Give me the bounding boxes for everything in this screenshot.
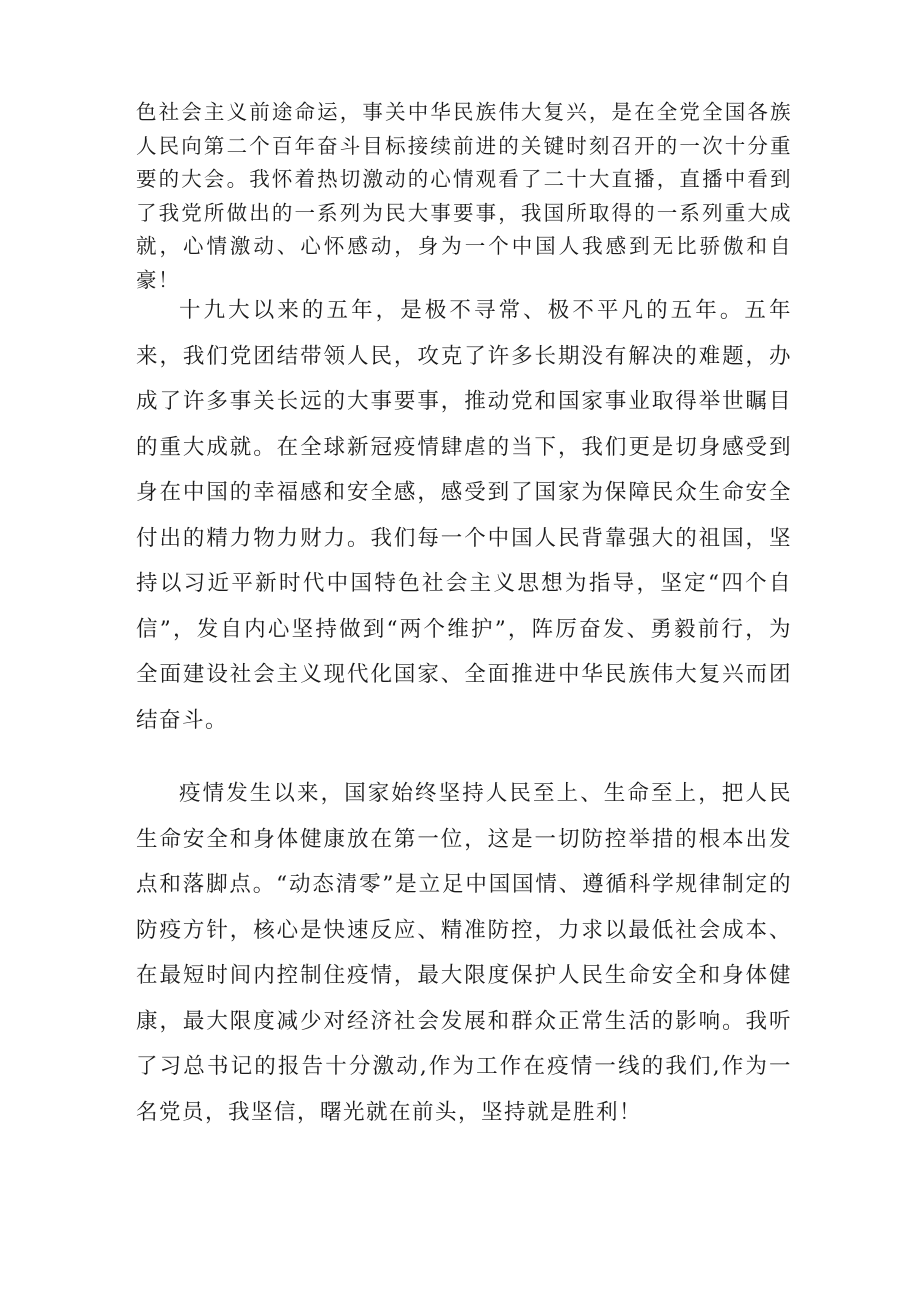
paragraph-epidemic: 疫情发生以来，国家始终坚持人民至上、生命至上，把人民生命安全和身体健康放在第一位，这是一切防控举措的根本出发点和落脚点。“动态清零”是立足中国国情、遵循科学规律制定的防疫方针，核心是快速反应、精准防控，力求以最低社会成本、在最短时间内控制住疫情，最大限度保护人民生命安全和身体健康，最大限度减少对经济社会发展和群众正常生活的影响。我听了习总书记的报告十分激动,作为工作在疫情一线的我们,作为一名党员，我坚信，曙光就在前头，坚持就是胜利！ [136, 781, 792, 1125]
paragraph-continuation: 色社会主义前途命运，事关中华民族伟大复兴，是在全党全国各族人民向第二个百年奋斗目标接续前进的关键时刻召开的一次十分重要的大会。我怀着热切激动的心情观看了二十大直播，直播中看到了我党所做出的一系列为民大事要事，我国所取得的一系列重大成就，心情激动、心怀感动，身为一个中国人我感到无比骄傲和自豪！ [136, 100, 792, 292]
paragraph-five-years: 十九大以来的五年，是极不寻常、极不平凡的五年。五年来，我们党团结带领人民，攻克了许多长期没有解决的难题，办成了许多事关长远的大事要事，推动党和国家事业取得举世瞩目的重大成就。在全球新冠疫情肆虐的当下，我们更是切身感受到身在中国的幸福感和安全感，感受到了国家为保障民众生命安全付出的精力物力财力。我们每一个中国人民背靠强大的祖国，坚持以习近平新时代中国特色社会主义思想为指导，坚定“四个自信”，发自内心坚持做到“两个维护”，阵厉奋发、勇毅前行，为全面建设社会主义现代化国家、全面推进中华民族伟大复兴而团结奋斗。 [136, 298, 792, 733]
